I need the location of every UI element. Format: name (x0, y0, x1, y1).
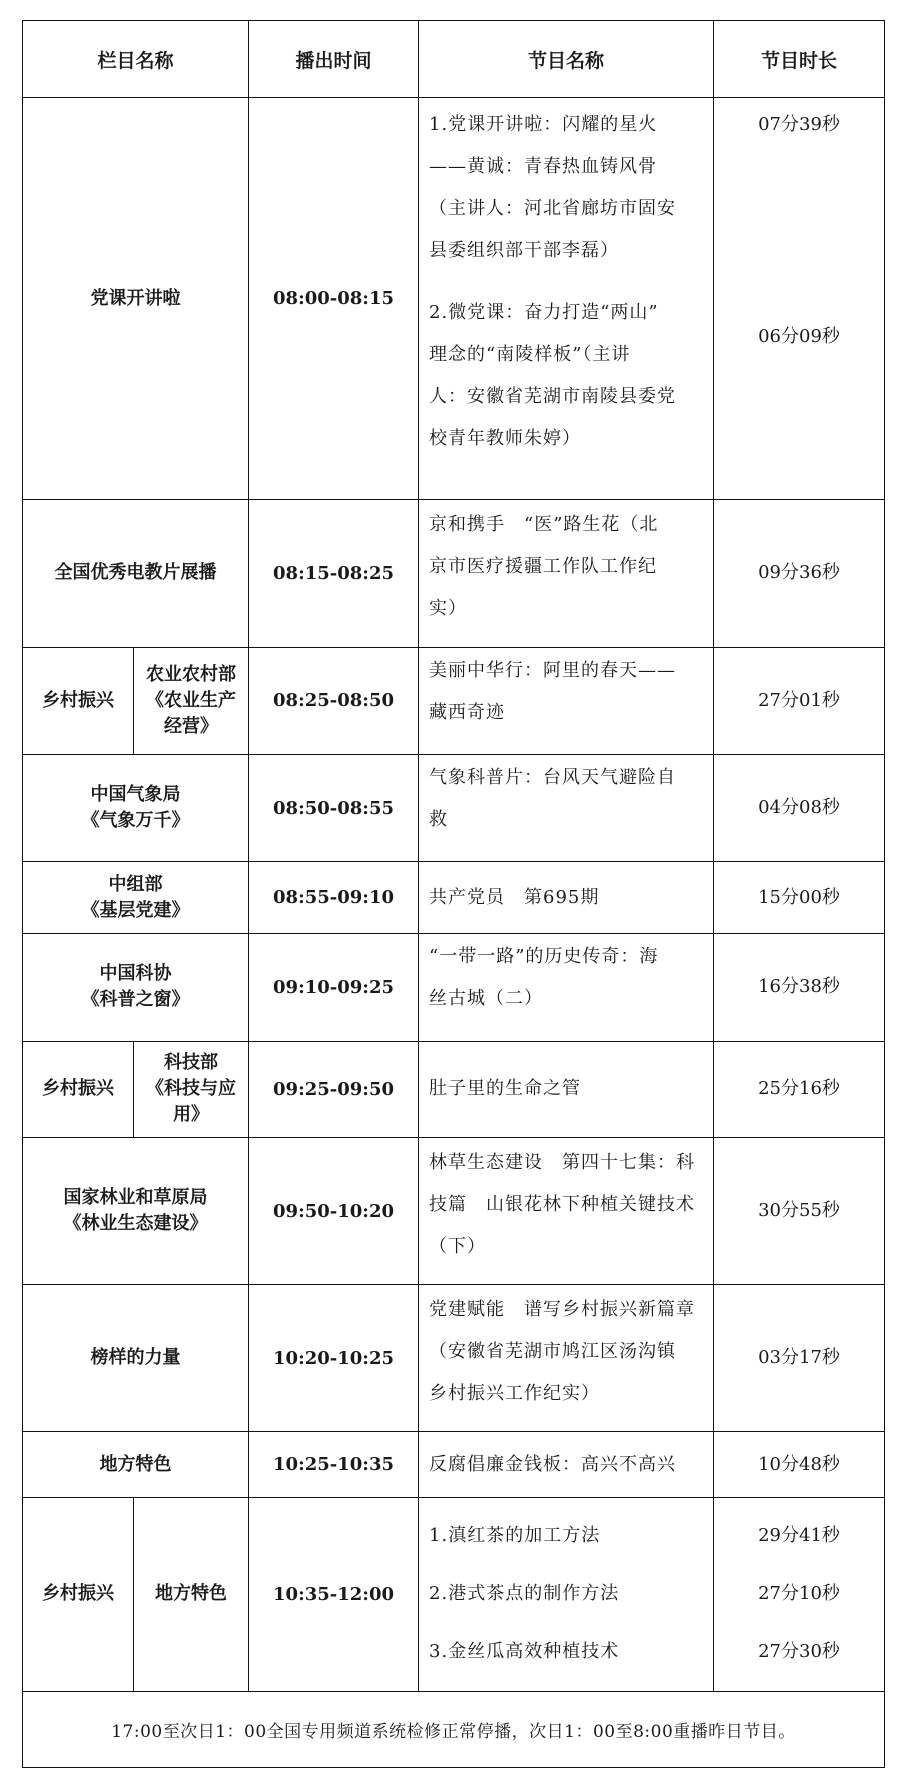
program-line: （主讲人：河北省廊坊市固安 (429, 198, 677, 220)
air-time: 08:25-08:50 (249, 647, 419, 754)
program-name (419, 1041, 714, 1137)
footer-row (23, 1691, 885, 1768)
duration: 10分48秒 (714, 1432, 885, 1497)
sub-column-name (134, 1041, 249, 1137)
sub-column-name (134, 647, 249, 754)
column-name: 榜样的力量 (23, 1285, 249, 1432)
column-name: 乡村振兴 (23, 647, 134, 754)
program-line: 救 (429, 808, 449, 830)
program-line: “一带一路”的历史传奇：海 (429, 946, 659, 968)
duration: 15分00秒 (714, 862, 885, 934)
column-line: 《基层党建》 (81, 899, 190, 921)
program-name (419, 1285, 714, 1432)
duration: 25分16秒 (714, 1041, 885, 1137)
duration-value: 07分39秒 (758, 114, 840, 136)
header-program: 节目名称 (419, 21, 714, 98)
program-line: 京市医疗援疆工作队工作纪 (429, 556, 658, 578)
sub-column-name: 地方特色 (134, 1497, 249, 1691)
column-name (23, 862, 249, 934)
program-line: 气象科普片：台风天气避险自 (429, 766, 677, 788)
header-time: 播出时间 (249, 21, 419, 98)
program-line: 人：安徽省芜湖市南陵县委党 (429, 386, 677, 408)
table-row (23, 500, 885, 647)
table-row (23, 647, 885, 754)
duration-value: 27分30秒 (758, 1641, 840, 1663)
program-name (419, 862, 714, 934)
column-name: 乡村振兴 (23, 1497, 134, 1691)
header-column: 栏目名称 (23, 21, 249, 98)
program-line: （安徽省芜湖市鸠江区汤沟镇 (429, 1341, 677, 1363)
program-line: 2.港式茶点的制作方法 (429, 1583, 620, 1605)
program-name (419, 500, 714, 647)
sub-column-line: 《农业生产 (146, 689, 236, 711)
column-line: 国家林业和草原局 (63, 1187, 208, 1209)
air-time: 08:15-08:25 (249, 500, 419, 647)
program-line: 县委组织部干部李磊） (429, 240, 620, 262)
program-line: 京和携手 “医”路生花（北 (429, 514, 659, 536)
air-time: 09:10-09:25 (249, 934, 419, 1041)
program-line: 共产党员 第695期 (429, 886, 600, 908)
table-row (23, 1497, 885, 1691)
duration (714, 1497, 885, 1691)
program-line: 技篇 山银花林下种植关键技术 (429, 1193, 696, 1215)
header-row (23, 21, 885, 98)
sub-column-line: 用》 (173, 1104, 209, 1126)
table-row (23, 934, 885, 1041)
column-name: 地方特色 (23, 1432, 249, 1497)
duration-value: 06分09秒 (758, 326, 840, 348)
column-line: 中组部 (108, 873, 163, 895)
table-row (23, 98, 885, 500)
program-line: 乡村振兴工作纪实） (429, 1383, 601, 1405)
table-row (23, 754, 885, 861)
footer-note: 17:00至次日1：00全国专用频道系统检修正常停播，次日1：00至8:00重播昨日节目。 (23, 1691, 885, 1768)
program-name (419, 98, 714, 500)
air-time: 09:50-10:20 (249, 1137, 419, 1284)
column-name: 党课开讲啦 (23, 98, 249, 500)
duration: 09分36秒 (714, 500, 885, 647)
table-row (23, 1041, 885, 1137)
program-line: 丝古城（二） (429, 988, 544, 1010)
column-line: 《科普之窗》 (81, 989, 190, 1011)
program-line: ——黄诚：青春热血铸风骨 (429, 156, 658, 178)
program-line: 实） (429, 598, 468, 620)
air-time: 09:25-09:50 (249, 1041, 419, 1137)
sub-column-line: 《科技与应 (146, 1078, 236, 1100)
column-line: 中国科协 (99, 963, 172, 985)
program-name (419, 647, 714, 754)
program-name (419, 934, 714, 1041)
table-row (23, 1432, 885, 1497)
sub-column-line: 经营》 (164, 715, 218, 737)
program-line: 1.滇红茶的加工方法 (429, 1525, 601, 1547)
program-line: 3.金丝瓜高效种植技术 (429, 1641, 620, 1663)
program-line: 党建赋能 谱写乡村振兴新篇章 (429, 1299, 696, 1321)
program-line: 2.微党课：奋力打造“两山” (429, 302, 659, 324)
duration: 30分55秒 (714, 1137, 885, 1284)
air-time: 10:20-10:25 (249, 1285, 419, 1432)
program-line: 1.党课开讲啦：闪耀的星火 (429, 114, 658, 136)
program-line: 理念的“南陵样板”（主讲 (429, 344, 631, 366)
air-time: 08:00-08:15 (249, 98, 419, 500)
program-line: 美丽中华行：阿里的春天—— (429, 659, 677, 681)
program-name (419, 1497, 714, 1691)
column-name: 乡村振兴 (23, 1041, 134, 1137)
table-row (23, 862, 885, 934)
column-name (23, 754, 249, 861)
program-line: 反腐倡廉金钱板：高兴不高兴 (429, 1453, 677, 1475)
column-name (23, 934, 249, 1041)
program-line: 校青年教师朱婷） (429, 428, 582, 450)
table-row (23, 1285, 885, 1432)
program-line: 肚子里的生命之管 (429, 1078, 582, 1100)
duration: 03分17秒 (714, 1285, 885, 1432)
air-time: 08:55-09:10 (249, 862, 419, 934)
program-name (419, 1137, 714, 1284)
program-name (419, 754, 714, 861)
program-name (419, 1432, 714, 1497)
schedule-table (22, 20, 885, 1768)
program-line: 林草生态建设 第四十七集：科 (429, 1151, 696, 1173)
sub-column-line: 农业农村部 (146, 663, 236, 685)
column-line: 中国气象局 (90, 784, 181, 806)
air-time: 08:50-08:55 (249, 754, 419, 861)
duration: 27分01秒 (714, 647, 885, 754)
duration-value: 27分10秒 (758, 1583, 840, 1605)
duration: 04分08秒 (714, 754, 885, 861)
air-time: 10:25-10:35 (249, 1432, 419, 1497)
duration: 16分38秒 (714, 934, 885, 1041)
duration (714, 98, 885, 500)
column-line: 《林业生态建设》 (63, 1213, 208, 1235)
sub-column-line: 科技部 (164, 1052, 218, 1074)
duration-value: 29分41秒 (758, 1525, 840, 1547)
air-time: 10:35-12:00 (249, 1497, 419, 1691)
table-row (23, 1137, 885, 1284)
header-duration: 节目时长 (714, 21, 885, 98)
program-line: （下） (429, 1235, 487, 1257)
program-line: 藏西奇迹 (429, 701, 506, 723)
column-name (23, 1137, 249, 1284)
column-line: 《气象万千》 (81, 810, 190, 832)
column-name: 全国优秀电教片展播 (23, 500, 249, 647)
